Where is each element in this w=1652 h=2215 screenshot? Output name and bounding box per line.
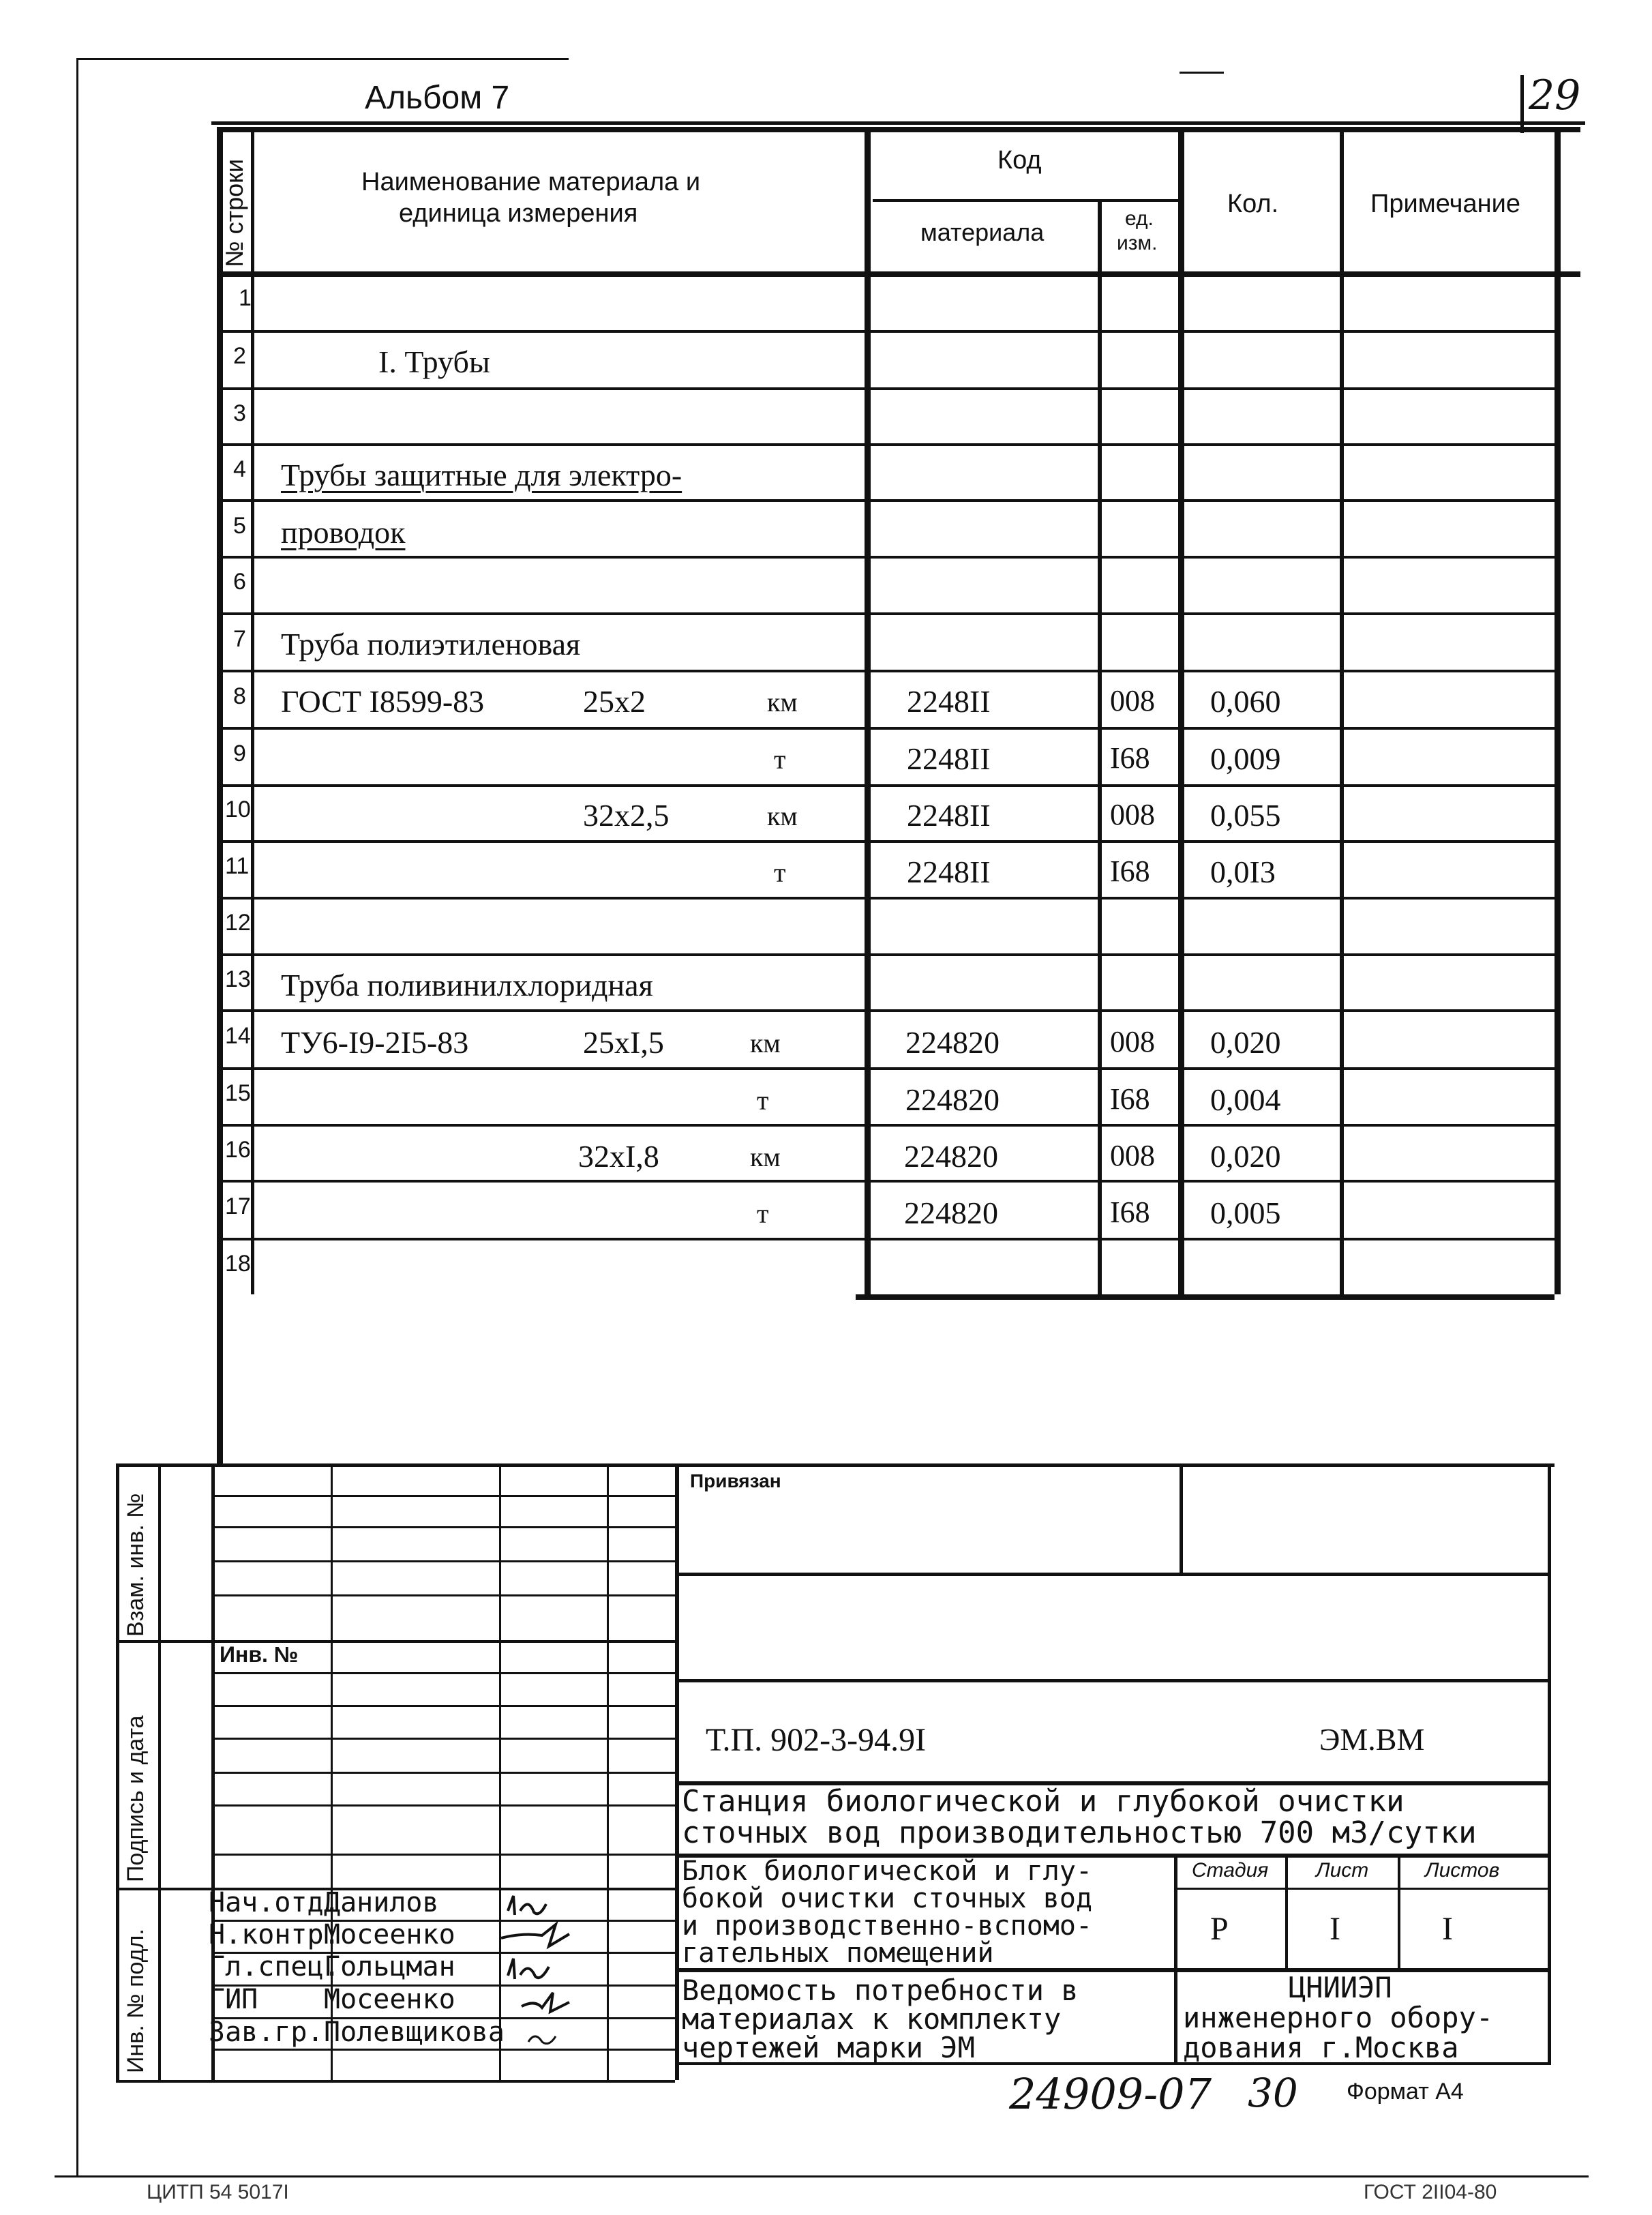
row-line [217, 784, 1555, 787]
signer-name: Мосеенко [324, 1919, 455, 1950]
signatures [501, 1890, 610, 2054]
row-unit-code: I68 [1110, 741, 1150, 775]
signature-mark [501, 1924, 569, 1946]
row-size: 32xI,8 [578, 1139, 659, 1174]
row-number: 16 [225, 1137, 251, 1163]
row-qty: 0,009 [1210, 741, 1281, 776]
row-line [217, 443, 1555, 446]
frame-bottom-border [55, 2175, 1589, 2177]
frame-top-dash [1180, 72, 1224, 74]
doc-code: Т.П. 902-3-94.9I [706, 1722, 927, 1758]
table-right-border [1555, 127, 1561, 1294]
row-size: 25x2 [583, 684, 646, 719]
block-title-line2: бокой очистки сточных вод [682, 1883, 1093, 1914]
stamp-row-line [211, 1705, 675, 1707]
row-name: ТУ6-I9-2I5-83 [281, 1025, 469, 1060]
stamp-far-left-border [116, 1463, 119, 2080]
stamp-main-divider [675, 1463, 679, 2080]
signer-role: ГИП [209, 1984, 258, 2015]
row-number: 2 [233, 343, 246, 369]
row-unit: км [750, 1142, 781, 1172]
signer-name: Данилов [324, 1887, 439, 1918]
signature-mark [528, 2036, 556, 2044]
privyazan-bottom [675, 1573, 1551, 1576]
row-unit: км [767, 687, 798, 717]
signer-role: Н.контр. [209, 1919, 340, 1950]
footer-bottom-left: ЦИТП 54 5017I [147, 2181, 289, 2203]
row-qty: 0,004 [1210, 1082, 1281, 1117]
row-unit-code: I68 [1110, 854, 1150, 888]
signature-mark [522, 1993, 569, 2012]
stamp-row-line [211, 1495, 675, 1497]
row-unit: т [757, 1198, 769, 1229]
table-header-bottom [217, 271, 1580, 277]
org-line3: дования г.Москва [1183, 2031, 1459, 2064]
col-line-unitcode [1098, 199, 1102, 1294]
row-line [217, 387, 1555, 390]
row-material-code: 224820 [904, 1195, 998, 1230]
section-title-pipes: I. Трубы [378, 344, 490, 379]
header-code-unit-line2: изм. [1117, 232, 1158, 254]
org-line1: ЦНИИЭП [1289, 1971, 1392, 2004]
row-unit-code: 008 [1110, 684, 1155, 717]
row-line [217, 727, 1555, 730]
row-line [217, 556, 1555, 559]
row-material-code: 224820 [904, 1139, 998, 1174]
row-unit: т [757, 1085, 769, 1116]
row-line [217, 1180, 1555, 1183]
row-line [217, 612, 1555, 615]
row-unit: т [774, 857, 786, 888]
header-code-unit-line1: ед. [1125, 207, 1154, 230]
project-title-line1: Станция биологической и глубокой очистки [682, 1784, 1405, 1819]
stamp-stage-col [1285, 1854, 1288, 1968]
table-code-subdivider [873, 199, 1178, 202]
doc-title-line1: Ведомость потребности в [682, 1974, 1079, 2007]
frame-page-number-divider [1520, 75, 1524, 133]
stamp-row-line [211, 1526, 675, 1528]
row-material-code: 2248II [907, 684, 991, 719]
row-line [217, 330, 1555, 333]
row-number: 4 [233, 456, 246, 482]
doc-title-line3: чертежей марки ЭМ [682, 2031, 975, 2064]
inv-no-label: Инв. № [220, 1642, 299, 1667]
row-number: 8 [233, 683, 246, 709]
col-line-code [865, 127, 871, 1294]
signer-name: Мосеенко [324, 1984, 455, 2015]
row-line [217, 1067, 1555, 1070]
stamp-row-line [211, 1560, 675, 1562]
signer-name: Гольцман [324, 1951, 455, 1982]
stamp-docno-top [675, 1679, 1551, 1682]
doc-mark: ЭМ.ВМ [1319, 1722, 1425, 1757]
row-number: 11 [225, 853, 250, 879]
header-note: Примечание [1370, 190, 1520, 218]
col-line-note [1340, 127, 1344, 1294]
footer-format: Формат А4 [1347, 2079, 1464, 2105]
row-number: 7 [233, 626, 246, 652]
row-qty: 0,0I3 [1210, 854, 1276, 889]
row-number: 5 [233, 513, 246, 539]
row-unit-code: I68 [1110, 1195, 1150, 1229]
row-qty: 0,060 [1210, 684, 1281, 719]
row-qty: 0,020 [1210, 1139, 1281, 1174]
header-qty: Кол. [1227, 190, 1279, 218]
block-title-line3: и производственно-вспомо- [682, 1910, 1093, 1942]
header-code: Код [997, 146, 1042, 175]
stamp-stage-header-line [1174, 1888, 1551, 1890]
stamp-side-divider [158, 1463, 161, 2080]
row-number: 1 [239, 285, 252, 311]
row-qty: 0,055 [1210, 798, 1281, 833]
stamp-row-line [211, 1672, 675, 1674]
stamp-row-line [211, 1772, 675, 1774]
stamp-row-line [211, 1594, 675, 1596]
row-unit: км [750, 1028, 781, 1058]
side-label-vzam-inv: Взам. инв. № [123, 1493, 149, 1637]
block-title-line4: гательных помещений [682, 1937, 994, 1969]
row-number: 13 [225, 966, 251, 992]
header-row-no: № строки [220, 158, 248, 267]
row-unit: км [767, 801, 798, 831]
row-material-code: 2248II [907, 798, 991, 833]
stamp-block-divider [1174, 1854, 1177, 2062]
col-line-qty [1178, 127, 1184, 1294]
row-material-code: 2248II [907, 741, 991, 776]
frame-left-border [76, 58, 78, 2175]
row-unit-code: 008 [1110, 798, 1155, 831]
signer-name: Полевщикова [324, 2017, 505, 2048]
signature-mark [508, 1959, 549, 1979]
row-material-code: 224820 [905, 1082, 1000, 1117]
stamp-bottom-border [116, 2080, 675, 2083]
privyazan-divider [1180, 1463, 1183, 1573]
row-name: Трубы защитные для электро- [281, 458, 682, 492]
row-number: 12 [225, 910, 251, 936]
sheets-value: I [1442, 1911, 1453, 1947]
sheets-label: Листов [1425, 1859, 1500, 1882]
row-line [217, 1238, 1555, 1240]
row-number: 9 [233, 741, 246, 767]
row-line [217, 670, 1555, 672]
row-name: Труба поливинилхлоридная [281, 968, 653, 1002]
row-line [217, 897, 1555, 900]
row-unit: т [774, 744, 786, 775]
signer-role: Зав.гр. [209, 2017, 324, 2048]
header-name-line2: единица измерения [399, 199, 638, 228]
row-unit-code: 008 [1110, 1139, 1155, 1172]
header-name-line1: Наименование материала и [361, 168, 701, 196]
org-line2: инженерного обору- [1183, 2001, 1494, 2034]
row-number: 3 [233, 400, 246, 426]
footer-bottom-right: ГОСТ 2II04-80 [1364, 2181, 1497, 2203]
row-line [217, 1124, 1555, 1127]
privyazan-label: Привязан [690, 1470, 781, 1491]
row-unit-code: I68 [1110, 1082, 1150, 1116]
stamp-row-line [211, 1804, 675, 1807]
footer-doc-number: 24909-07 [1009, 2069, 1212, 2119]
footer-page: 30 [1248, 2070, 1298, 2116]
sheet-value: I [1330, 1911, 1340, 1947]
row-material-code: 224820 [905, 1025, 1000, 1060]
row-name: ГОСТ I8599-83 [281, 684, 485, 719]
row-line [217, 499, 1555, 502]
table-bottom-border [856, 1294, 1555, 1300]
row-number: 18 [225, 1251, 251, 1277]
row-number: 10 [225, 797, 251, 822]
frame-top-right-border [211, 121, 1585, 125]
side-label-inv-podl: Инв. № подл. [123, 1929, 149, 2073]
side-label-podpis-data: Подпись и дата [123, 1715, 149, 1882]
row-qty: 0,005 [1210, 1195, 1281, 1230]
stamp-row-line [211, 1738, 675, 1740]
row-line [217, 953, 1555, 956]
stage-label: Стадия [1192, 1859, 1269, 1882]
block-title-line1: Блок биологической и глу- [682, 1856, 1093, 1887]
table-top-border [217, 127, 1580, 132]
row-qty: 0,020 [1210, 1025, 1281, 1060]
project-title-line2: сточных вод производительностью 700 м3/сутки [682, 1815, 1477, 1850]
table-left-border [217, 127, 223, 1463]
album-label: Альбом 7 [365, 80, 510, 116]
signer-role: Нач.отд. [209, 1887, 340, 1918]
row-line [217, 840, 1555, 843]
stamp-sheet-col [1398, 1854, 1400, 1968]
row-number: 14 [225, 1023, 251, 1049]
page-number: 29 [1529, 72, 1581, 119]
stamp-right-border [1548, 1463, 1551, 2064]
sheet-label: Лист [1316, 1859, 1369, 1882]
row-unit-code: 008 [1110, 1025, 1155, 1058]
row-size: 25xI,5 [583, 1025, 664, 1060]
stamp-row-line [116, 1640, 675, 1643]
row-material-code: 2248II [907, 854, 991, 889]
doc-title-line2: материалах к комплекту [682, 2002, 1062, 2036]
row-number: 17 [225, 1193, 251, 1219]
row-name: проводок [281, 515, 406, 550]
signature-mark [508, 1896, 546, 1915]
header-code-material: материала [920, 218, 1045, 246]
stage-value: Р [1210, 1911, 1229, 1947]
row-name: Труба полиэтиленовая [281, 627, 581, 661]
row-line [217, 1009, 1555, 1012]
row-size: 32x2,5 [583, 798, 670, 833]
stamp-row-line [211, 1854, 675, 1856]
row-number: 6 [233, 569, 246, 595]
signer-role: Гл.спец. [209, 1951, 340, 1982]
row-number: 15 [225, 1080, 251, 1106]
frame-top-border [76, 58, 569, 60]
